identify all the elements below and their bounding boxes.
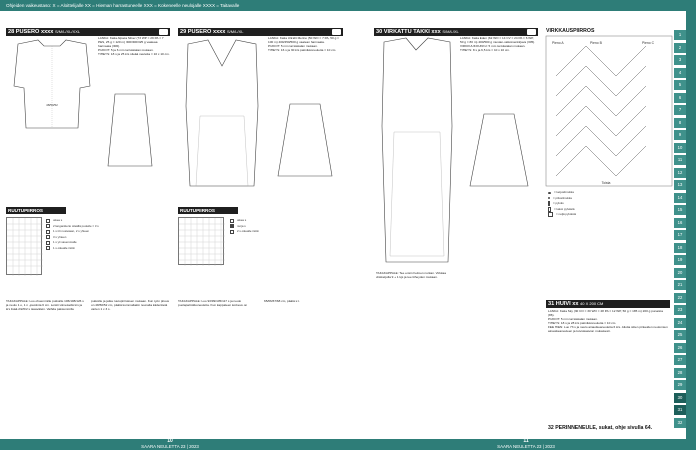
pattern-tab-17[interactable]: 17 [674,230,686,240]
legend-swatch [548,192,551,194]
legend-swatch [548,201,550,206]
pattern-30-body-text: TAKAKAPPALE: Tee ensin helmen nurkan. Virkkaa viisiketjulla 9 + 1 kjs ja tee tiiheyden mukaan. [376,271,446,279]
pattern-28-schematic [8,36,96,136]
legend-swatch [46,219,50,223]
legend-swatch [46,224,50,228]
pattern-31-text [548,310,670,420]
pattern-tab-11[interactable]: 11 [674,155,686,165]
pattern-tab-25[interactable]: 25 [674,330,686,340]
pattern-tab-28[interactable]: 28 [674,368,686,378]
legend-label: oikea s [53,218,63,222]
pattern-31-sizes: 40 X 200 CM [580,301,604,306]
legend-label: 1 s irti nostetaan, 2 s yhteen [53,229,90,233]
pattern-29-legend [230,218,342,235]
pattern-tab-27[interactable]: 27 [674,355,686,365]
legend-swatch [46,241,50,245]
pattern-tab-8[interactable]: 8 [674,118,686,128]
legend-swatch [548,212,553,217]
legend-swatch [548,197,550,199]
pattern-29-materials [268,37,344,53]
pattern-28-gauge: TIHEYS: 18 s ja 25 krs sileää neuletta = 10 x 10 cm. [98,51,170,56]
legend-label: = ketjusilmukka [554,190,574,194]
pattern-tab-15[interactable]: 15 [674,205,686,215]
pattern-29-instructions [178,300,344,430]
pattern-tab-21[interactable]: 21 [674,280,686,290]
pattern-tab-13[interactable]: 13 [674,180,686,190]
pattern-tab-20[interactable]: 20 [674,268,686,278]
pattern-31-body: FEE HIEN: Luo 73 s ja neulo ainaoikeaneuletta 6 krs. Alioita sitten pinkeiden neulomien ainaoikeaneuleen ja kuviokaavion mukaisesti. [548,324,668,333]
legend-row [548,212,672,218]
pattern-tab-2[interactable]: 2 [674,43,686,53]
legend-label: = piilosilmukka [553,195,572,200]
page-footer-left: SAARA NEULETTA 23 | 2023 SA [141,444,199,454]
legend-swatch [46,235,50,239]
page-icon [332,29,341,35]
pattern-tab-7[interactable]: 7 [674,105,686,115]
legend-label: = kaksi pylvästä [554,206,575,211]
pattern-tab-18[interactable]: 18 [674,243,686,253]
pattern-tab-10[interactable]: 10 [674,143,686,153]
legend-swatch [46,246,50,250]
pattern-tab-24[interactable]: 24 [674,318,686,328]
pattern-30-header [374,28,538,36]
sidebar-strip [686,11,696,439]
pattern-29-gauge: TIHEYS: 16 s ja 30 krs palmikkoneuletta = 10 cm. [268,47,337,52]
footer-heading: 32 PERINNENEULE, sukat, ohje sivulla 64. [548,425,653,431]
legend-label: 1 s oikealle ristiin [53,245,76,250]
pattern-30-instructions [376,272,538,432]
legend-swatch [230,230,234,234]
pattern-label-c: Pieno C [642,41,655,45]
pattern-label-a: Pieno A [552,41,564,45]
pattern-30-sleeve-schematic [462,110,536,190]
pattern-30-gauge: TIHEYS: 8 s ja 6,5 krs = 10 x 10 cm. [460,47,510,52]
pattern-29-sizes: S/M/L/XL [226,29,244,34]
pattern-tab-5[interactable]: 5 [674,80,686,90]
legend-label: = neljä pylvästä [556,212,577,216]
pattern-30-materials-text: LANKA: Katia Eden (62 WO = 14 CV = 24 PA = 6 WP, 50 g = 80 m) 400/500 g mustan-valkoinenkirjava (305). [460,36,536,44]
pattern-28-header [6,28,170,36]
pattern-tab-26[interactable]: 26 [674,343,686,353]
chart-29-grid [179,218,225,266]
pattern-28-legend [46,218,170,251]
pattern-31-gauge: TIHEYS: 18 s ja 28 krs palmikkoneuletta = 10 cm. [548,320,617,325]
pattern-30-schematic [376,36,458,266]
legend-swatch [230,224,234,228]
pattern-29-sleeve-schematic [270,100,340,180]
page-number-left [140,439,200,454]
pattern-29-chart-header: RUUTUPIIRROS [178,207,238,214]
pattern-28-instructions [6,300,170,430]
pattern-tab-22[interactable]: 22 [674,293,686,303]
pattern-tab-23[interactable]: 23 [674,305,686,315]
pattern-29-materials-text: LANKA: Katia Ultrafit Merino (50 WO = 7 PA, 50 g = 100 m) 400/450/500 g vaalean harmaata. [268,36,339,44]
pattern-29-stitch-chart [178,217,224,265]
pattern-31-header [546,300,670,308]
pattern-tab-4[interactable]: 4 [674,68,686,78]
pattern-29-body-text: TAKAKAPPALE: Luo 93/99/105/117 s ja neulo puolapalmikkoneuletta. Kun kappaleen korkeus on 65/66/67/68 cm, päätä s:t. [178,299,300,307]
chart-28-grid [7,218,43,276]
page-number-right [496,439,556,454]
pattern-28-materials-text: LANKA: Katia Alpaca Silver (73 WP = 29 PA = 7 PES, 25 g = 120 m) 300/300/325 g vaaleaa harmaata (306). [98,36,164,48]
pattern-tab-12[interactable]: 12 [674,168,686,178]
legend-label: 3 s yhteen [53,234,67,239]
page-icon [159,29,168,35]
pattern-31-materials: LANKA: Katia Sky (30 CO = 30 WO = 28 PA = 12 WP, 50 g = 185 m) 200 g punaista (86). [548,309,663,317]
pattern-29-needles: PUIKOT: 5 mm tai käsialan mukaan. [268,43,318,48]
pattern-28-stitch-chart [6,217,42,275]
bottom-bar [0,439,696,450]
legend-label: 1 s yli vasemmalle [53,240,77,244]
legend-label: 2 langankierto sileällä puolelle = 3 s [53,223,99,228]
pattern-tab-6[interactable]: 6 [674,93,686,103]
legend-label: = pylväs [553,201,564,205]
pattern-tab-3[interactable]: 3 [674,55,686,65]
pattern-29-title: 29 PUSERO xxxx [180,29,226,35]
pattern-tab-9[interactable]: 9 [674,130,686,140]
difficulty-legend-bar: Ohjeiden vaikeustaso: X = Aloittelijalle XX = Hieman harrastuneelle XXX = Kokeneelle neulojalle XXXX = Taitavalle [0,0,696,11]
legend-row [46,246,170,252]
virkkaus-chart [546,36,672,186]
pattern-label-b: Pieno B [590,41,602,45]
pattern-30-sizes: S/M/L/XL [442,29,459,34]
virkkaus-chart-title: VIRKKAUSPIIRROS [546,28,595,34]
legend-swatch [548,207,551,212]
pattern-tab-14[interactable]: 14 [674,193,686,203]
pattern-tab-31[interactable]: 31 [674,405,686,415]
pattern-tab-1[interactable]: 1 [674,30,686,40]
legend-label: 2 s oikealle ristiin [237,229,260,233]
pattern-28-sleeve-schematic [100,90,160,170]
page-footer-right: SAARA NEULETTA 23 | 2023 SA [497,444,555,454]
legend-label: nurja s [237,223,246,228]
pattern-31-title: 31 HUIVI xx [548,301,579,307]
pattern-30-title: 30 VIRKATTU TAKKI xxx [376,29,441,35]
pattern-28-materials [98,37,170,57]
pattern-29-header [178,28,343,36]
repeat-label: Toista [601,181,611,185]
page-number-right-value: 11 [523,438,529,444]
virkkaus-legend [548,190,672,218]
pattern-30-materials [460,37,538,53]
legend-swatch [46,230,50,234]
page-icon [527,29,536,35]
legend-row [230,229,342,235]
pattern-28-chart-header: RUUTUPIIRROS [6,207,66,214]
pattern-tab-16[interactable]: 16 [674,218,686,228]
svg-text:48/50/52: 48/50/52 [46,103,58,107]
pattern-28-title: 28 PUSERO xxxx [8,29,54,35]
pattern-28-body-text: TAKAKAPPALE: Luo ohuemmille puikoille 106/108/126 s ja neulo 1 o, 1 n -joustinta 6 cm. Loisiti viimeisellä krs ja krs lisää 2/2/0/2 s tasavälein. Vaihda paksummille puikoille ja jatka ruutupiirroksen mukaan. Kun työn pituus on 48/50/52 cm, päätä kummaltakin reunalta kädentietä varten 1 x 3 s. [6,299,170,311]
page-number-left-value: 10 [167,438,173,444]
pattern-28-needles: PUIKOT: 5 ja 6 mm tai käsialan mukaan. [98,47,154,52]
pattern-29-schematic [180,36,264,196]
pattern-tab-29[interactable]: 29 [674,380,686,390]
pattern-tab-30[interactable]: 30 [674,393,686,403]
pattern-tab-19[interactable]: 19 [674,255,686,265]
pattern-tab-32[interactable]: 32 [674,418,686,428]
pattern-28-sizes: S/M/L/XL/XXL [54,29,81,34]
legend-swatch [230,219,234,223]
legend-label: oikea s [237,218,247,222]
pattern-31-needles: PUIKOT: 5 mm tai käsialan mukaan. [548,316,598,321]
pattern-30-needles: VIRKKUUKOUKKU: 5 mm tai käsialan mukaan. [460,43,526,48]
